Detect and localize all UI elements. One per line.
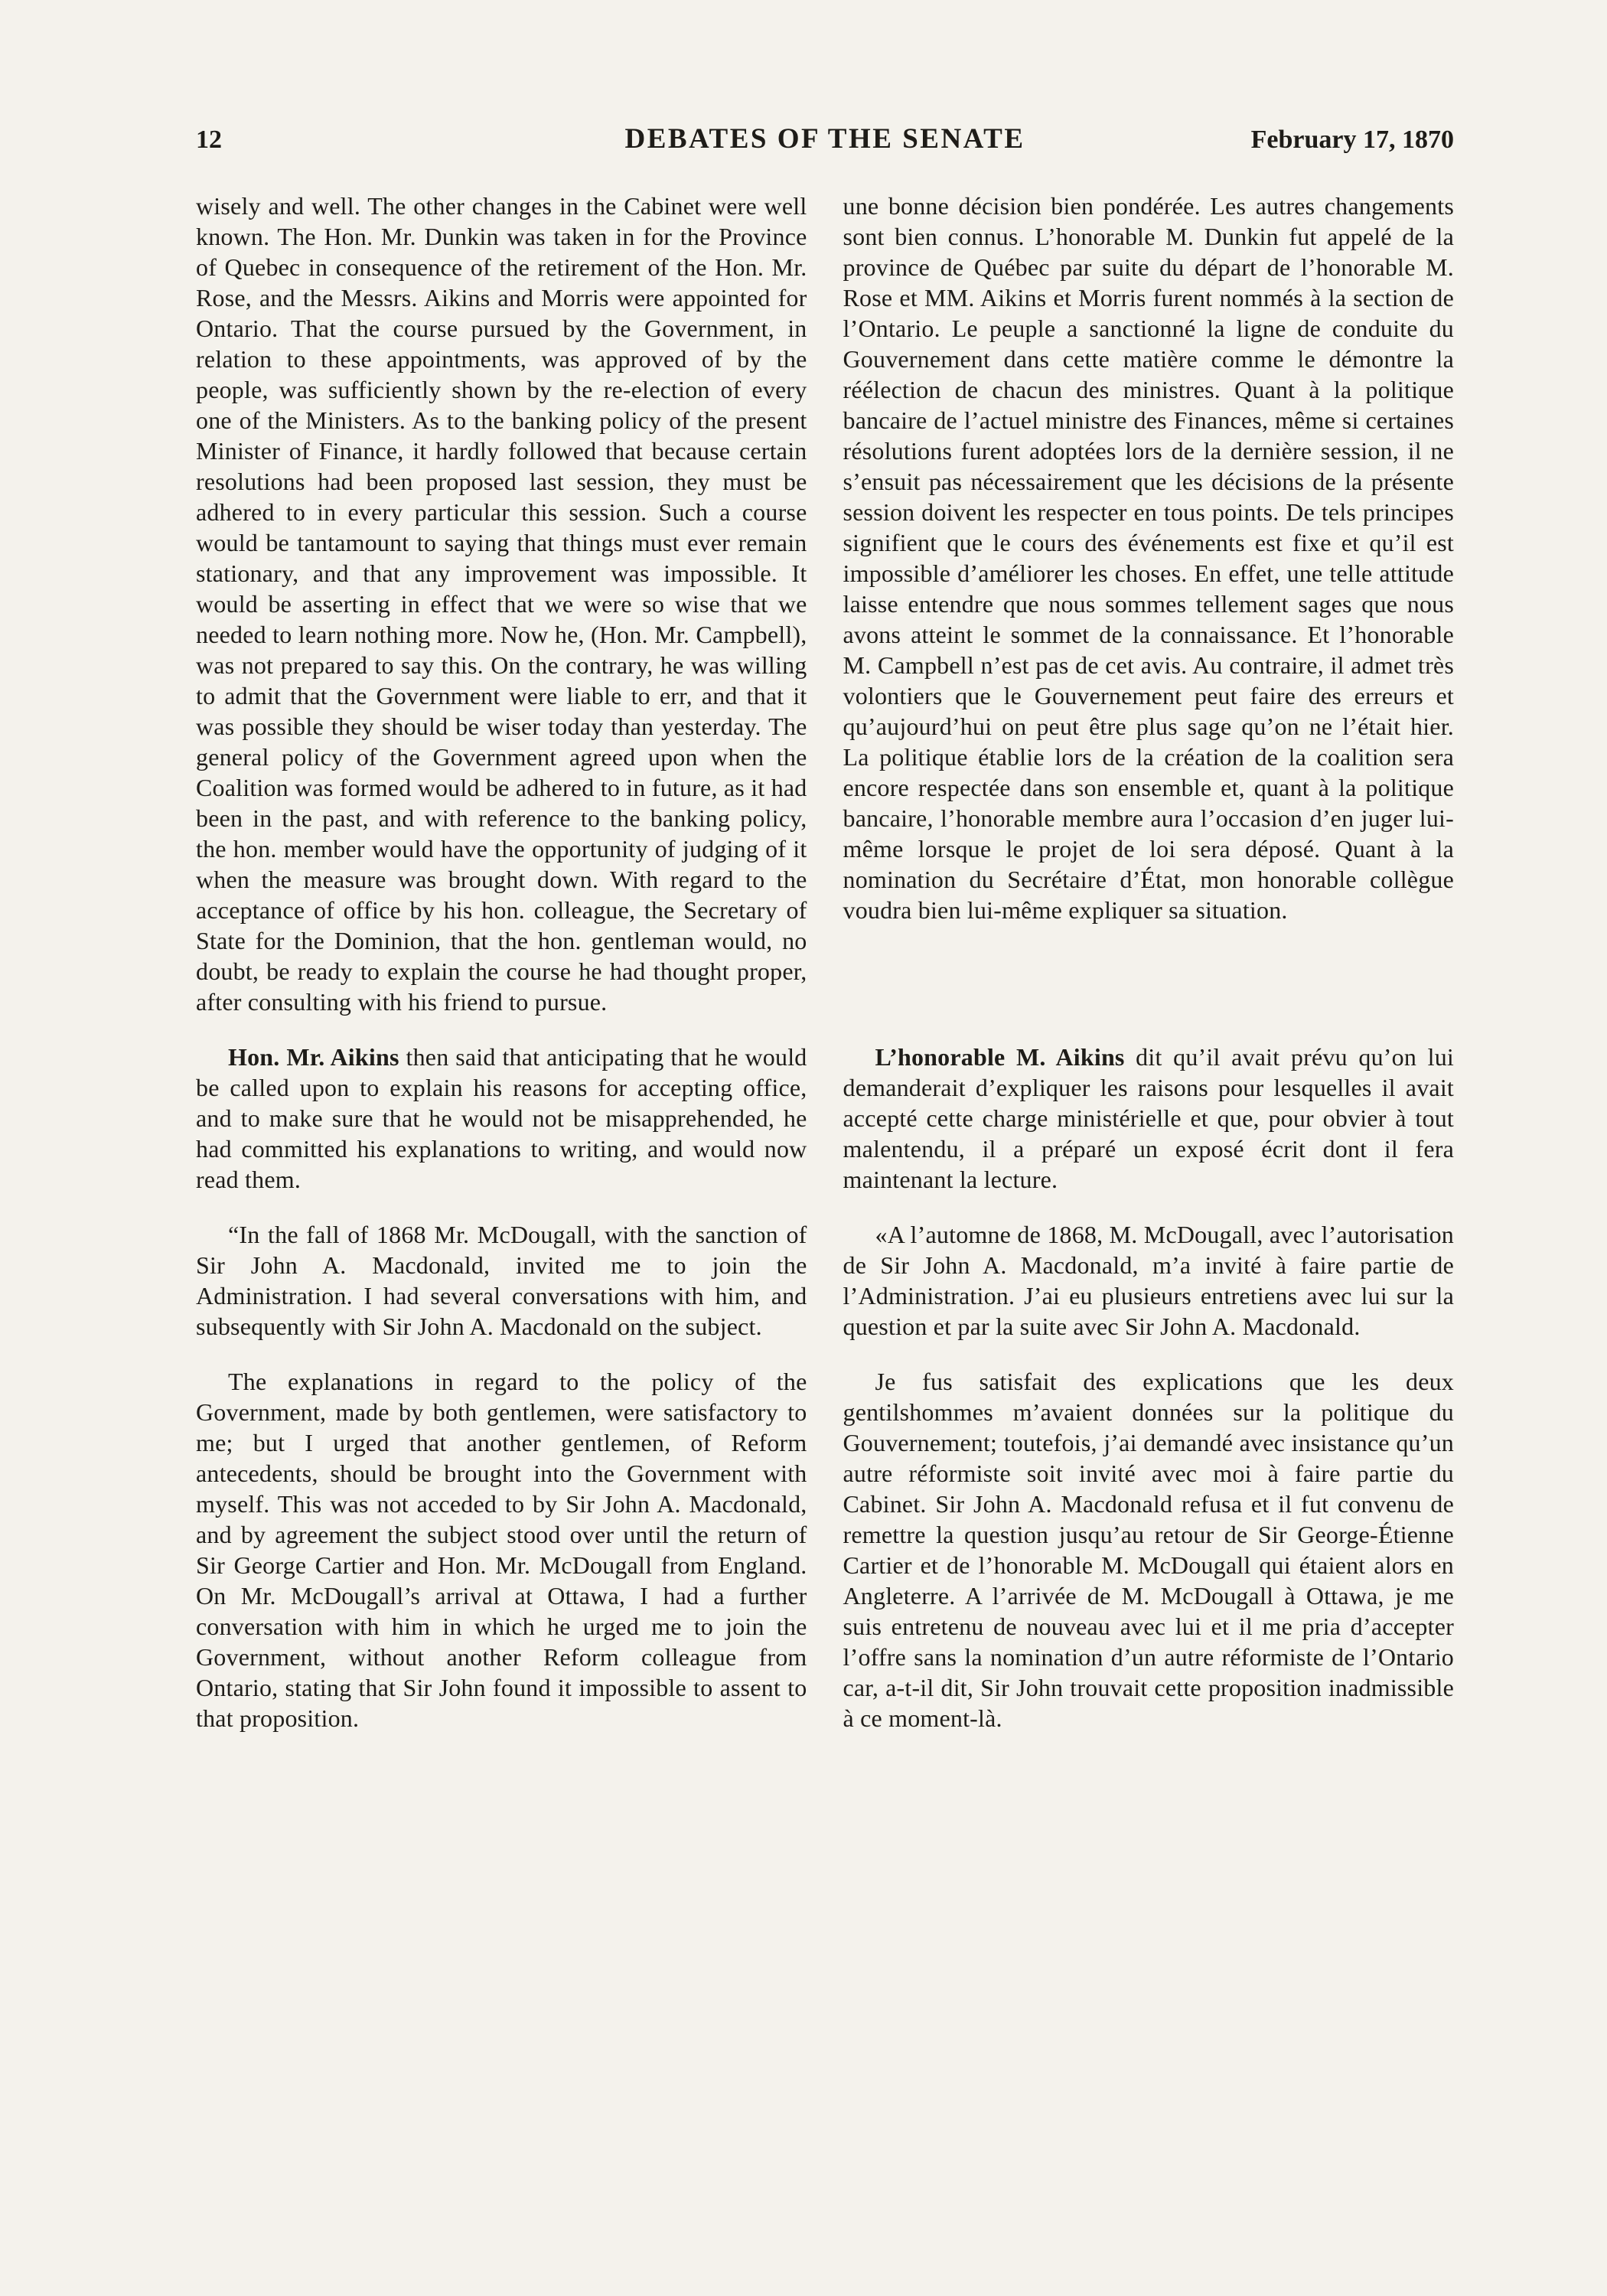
issue-date: February 17, 1870 bbox=[1250, 126, 1454, 154]
page-number: 12 bbox=[196, 126, 222, 154]
paragraph-text: wisely and well. The other changes in the Cabinet were well known. The Hon. Mr. Dunkin was taken in for the Province of Quebec in consequence of the retirement of the Hon. Mr. Rose, and the Messrs. Aikins and Morris were appointed for Ontario. That the course pursued by the Government, in relation to these appointments, was approved of by the people, was sufficiently shown by the re-election of every one of the Ministers. As to the banking policy of the present Minister of Finance, it hardly followed that because certain resolutions had been proposed last session, they must be adhered to in every particular this session. Such a course would be tantamount to saying that things must ever remain stationary, and that any improvement was impossible. It would be asserting in effect that we were so wise that we needed to learn nothing more. Now he, (Hon. Mr. Campbell), was not prepared to say this. On the contrary, he was willing to admit that the Government were liable to err, and that it was possible they should be wiser today than yesterday. The general policy of the Government agreed upon when the Coalition was formed would be adhered to in future, as it had been in the past, and with reference to the banking policy, the hon. member would have the opportunity of judging of it when the measure was brought down. With regard to the acceptance of office by his hon. colleague, the Secretary of State for the Dominion, that the hon. gentleman would, no doubt, be ready to explain the course he had thought proper, after consulting with his friend to pursue. bbox=[196, 192, 807, 1016]
french-paragraph bbox=[843, 1219, 1455, 1342]
paragraph-row-1 bbox=[196, 191, 1454, 1017]
english-paragraph bbox=[196, 191, 807, 1017]
page-header bbox=[196, 122, 1454, 155]
paragraph-text: Je fus satisfait des explications que les deux gentilshommes m’avaient données sur la politique du Gouvernement; toutefois, j’ai demandé avec insistance qu’un autre réformiste soit invité avec moi à faire partie du Cabinet. Sir John A. Macdonald refusa et il fut convenu de remettre la question jusqu’au retour de Sir George-Étienne Cartier et de l’honorable M. McDougall qui étaient alors en Angleterre. A l’arrivée de M. McDougall à Ottawa, je me suis entretenu de nouveau avec lui et il me pria d’accepter l’offre sans la nomination d’un autre réformiste de l’Ontario car, a-t-il dit, Sir John trouvait cette proposition inadmissible à ce moment-là. bbox=[843, 1368, 1454, 1732]
paragraph-text: then said that anticipating that he would be called upon to explain his reasons for accepting office, and to make sure that he would not be misapprehended, he had committed his explanations to writing, and would now read them. bbox=[196, 1043, 807, 1193]
paragraph-text: «A l’automne de 1868, M. McDougall, avec l’autorisation de Sir John A. Macdonald, m’a invité à faire partie de l’Administration. J’ai eu plusieurs entretiens avec lui sur la question et par la suite avec Sir John A. Macdonald. bbox=[843, 1221, 1454, 1340]
english-paragraph bbox=[196, 1219, 807, 1342]
speaker-name-fr: L’honorable M. Aikins bbox=[875, 1043, 1125, 1071]
paragraph-row-2 bbox=[196, 1042, 1454, 1195]
paragraph-text: une bonne décision bien pondérée. Les autres changements sont bien connus. L’honorable M. Dunkin fut appelé de la province de Québec par suite du départ de l’honorable M. Rose et MM. Aikins et Morris furent nommés à la section de l’Ontario. Le peuple a sanctionné la ligne de conduite du Gouvernement dans cette matière comme le démontre la réélection de chacun des ministres. Quant à la politique bancaire de l’actuel ministre des Finances, même si certaines résolutions furent adoptées lors de la dernière session, il ne s’ensuit pas nécessairement que les décisions de la présente session doivent les respecter en tous points. De tels principes signifient que le cours des événements est fixe et qu’il est impossible d’améliorer les choses. En effet, une telle attitude laisse entendre que nous sommes tellement sages que nous avons atteint le sommet de la connaissance. Et l’honorable M. Campbell n’est pas de cet avis. Au contraire, il admet très volontiers que le Gouvernement peut faire des erreurs et qu’aujourd’hui on peut être plus sage qu’on ne l’était hier. La politique établie lors de la création de la coalition sera encore respectée dans son ensemble et, quant à la politique bancaire, l’honorable membre aura l’occasion d’en juger lui-même lorsque le projet de loi sera déposé. Quant à la nomination du Secrétaire d’État, mon honorable collègue voudra bien lui-même expliquer sa situation. bbox=[843, 192, 1454, 924]
english-paragraph bbox=[196, 1366, 807, 1733]
paragraph-row-3 bbox=[196, 1219, 1454, 1342]
french-paragraph bbox=[843, 1042, 1455, 1195]
journal-title: DEBATES OF THE SENATE bbox=[624, 123, 1025, 155]
english-paragraph bbox=[196, 1042, 807, 1195]
paragraph-row-4 bbox=[196, 1366, 1454, 1733]
paragraph-text: “In the fall of 1868 Mr. McDougall, with the sanction of Sir John A. Macdonald, invited me to join the Administration. I had several conversations with him, and subsequently with Sir John A. Macdonald on the subject. bbox=[196, 1221, 807, 1340]
french-paragraph bbox=[843, 191, 1455, 925]
debate-text bbox=[196, 191, 1454, 1733]
paragraph-text: dit qu’il avait prévu qu’on lui demanderait d’expliquer les raisons pour lesquelles il avait accepté cette charge ministérielle et que, pour obvier à tout malentendu, il a préparé un exposé écrit dont il fera maintenant la lecture. bbox=[843, 1043, 1454, 1193]
paragraph-text: The explanations in regard to the policy of the Government, made by both gentlemen, were satisfactory to me; but I urged that another gentlemen, of Reform antecedents, should be brought into the Government with myself. This was not acceded to by Sir John A. Macdonald, and by agreement the subject stood over until the return of Sir George Cartier and Hon. Mr. McDougall from England. On Mr. McDougall’s arrival at Ottawa, I had a further conversation with him in which he urged me to join the Government, without another Reform colleague from Ontario, stating that Sir John found it impossible to assent to that proposition. bbox=[196, 1368, 807, 1732]
french-paragraph bbox=[843, 1366, 1455, 1733]
speaker-name-en: Hon. Mr. Aikins bbox=[228, 1043, 399, 1071]
